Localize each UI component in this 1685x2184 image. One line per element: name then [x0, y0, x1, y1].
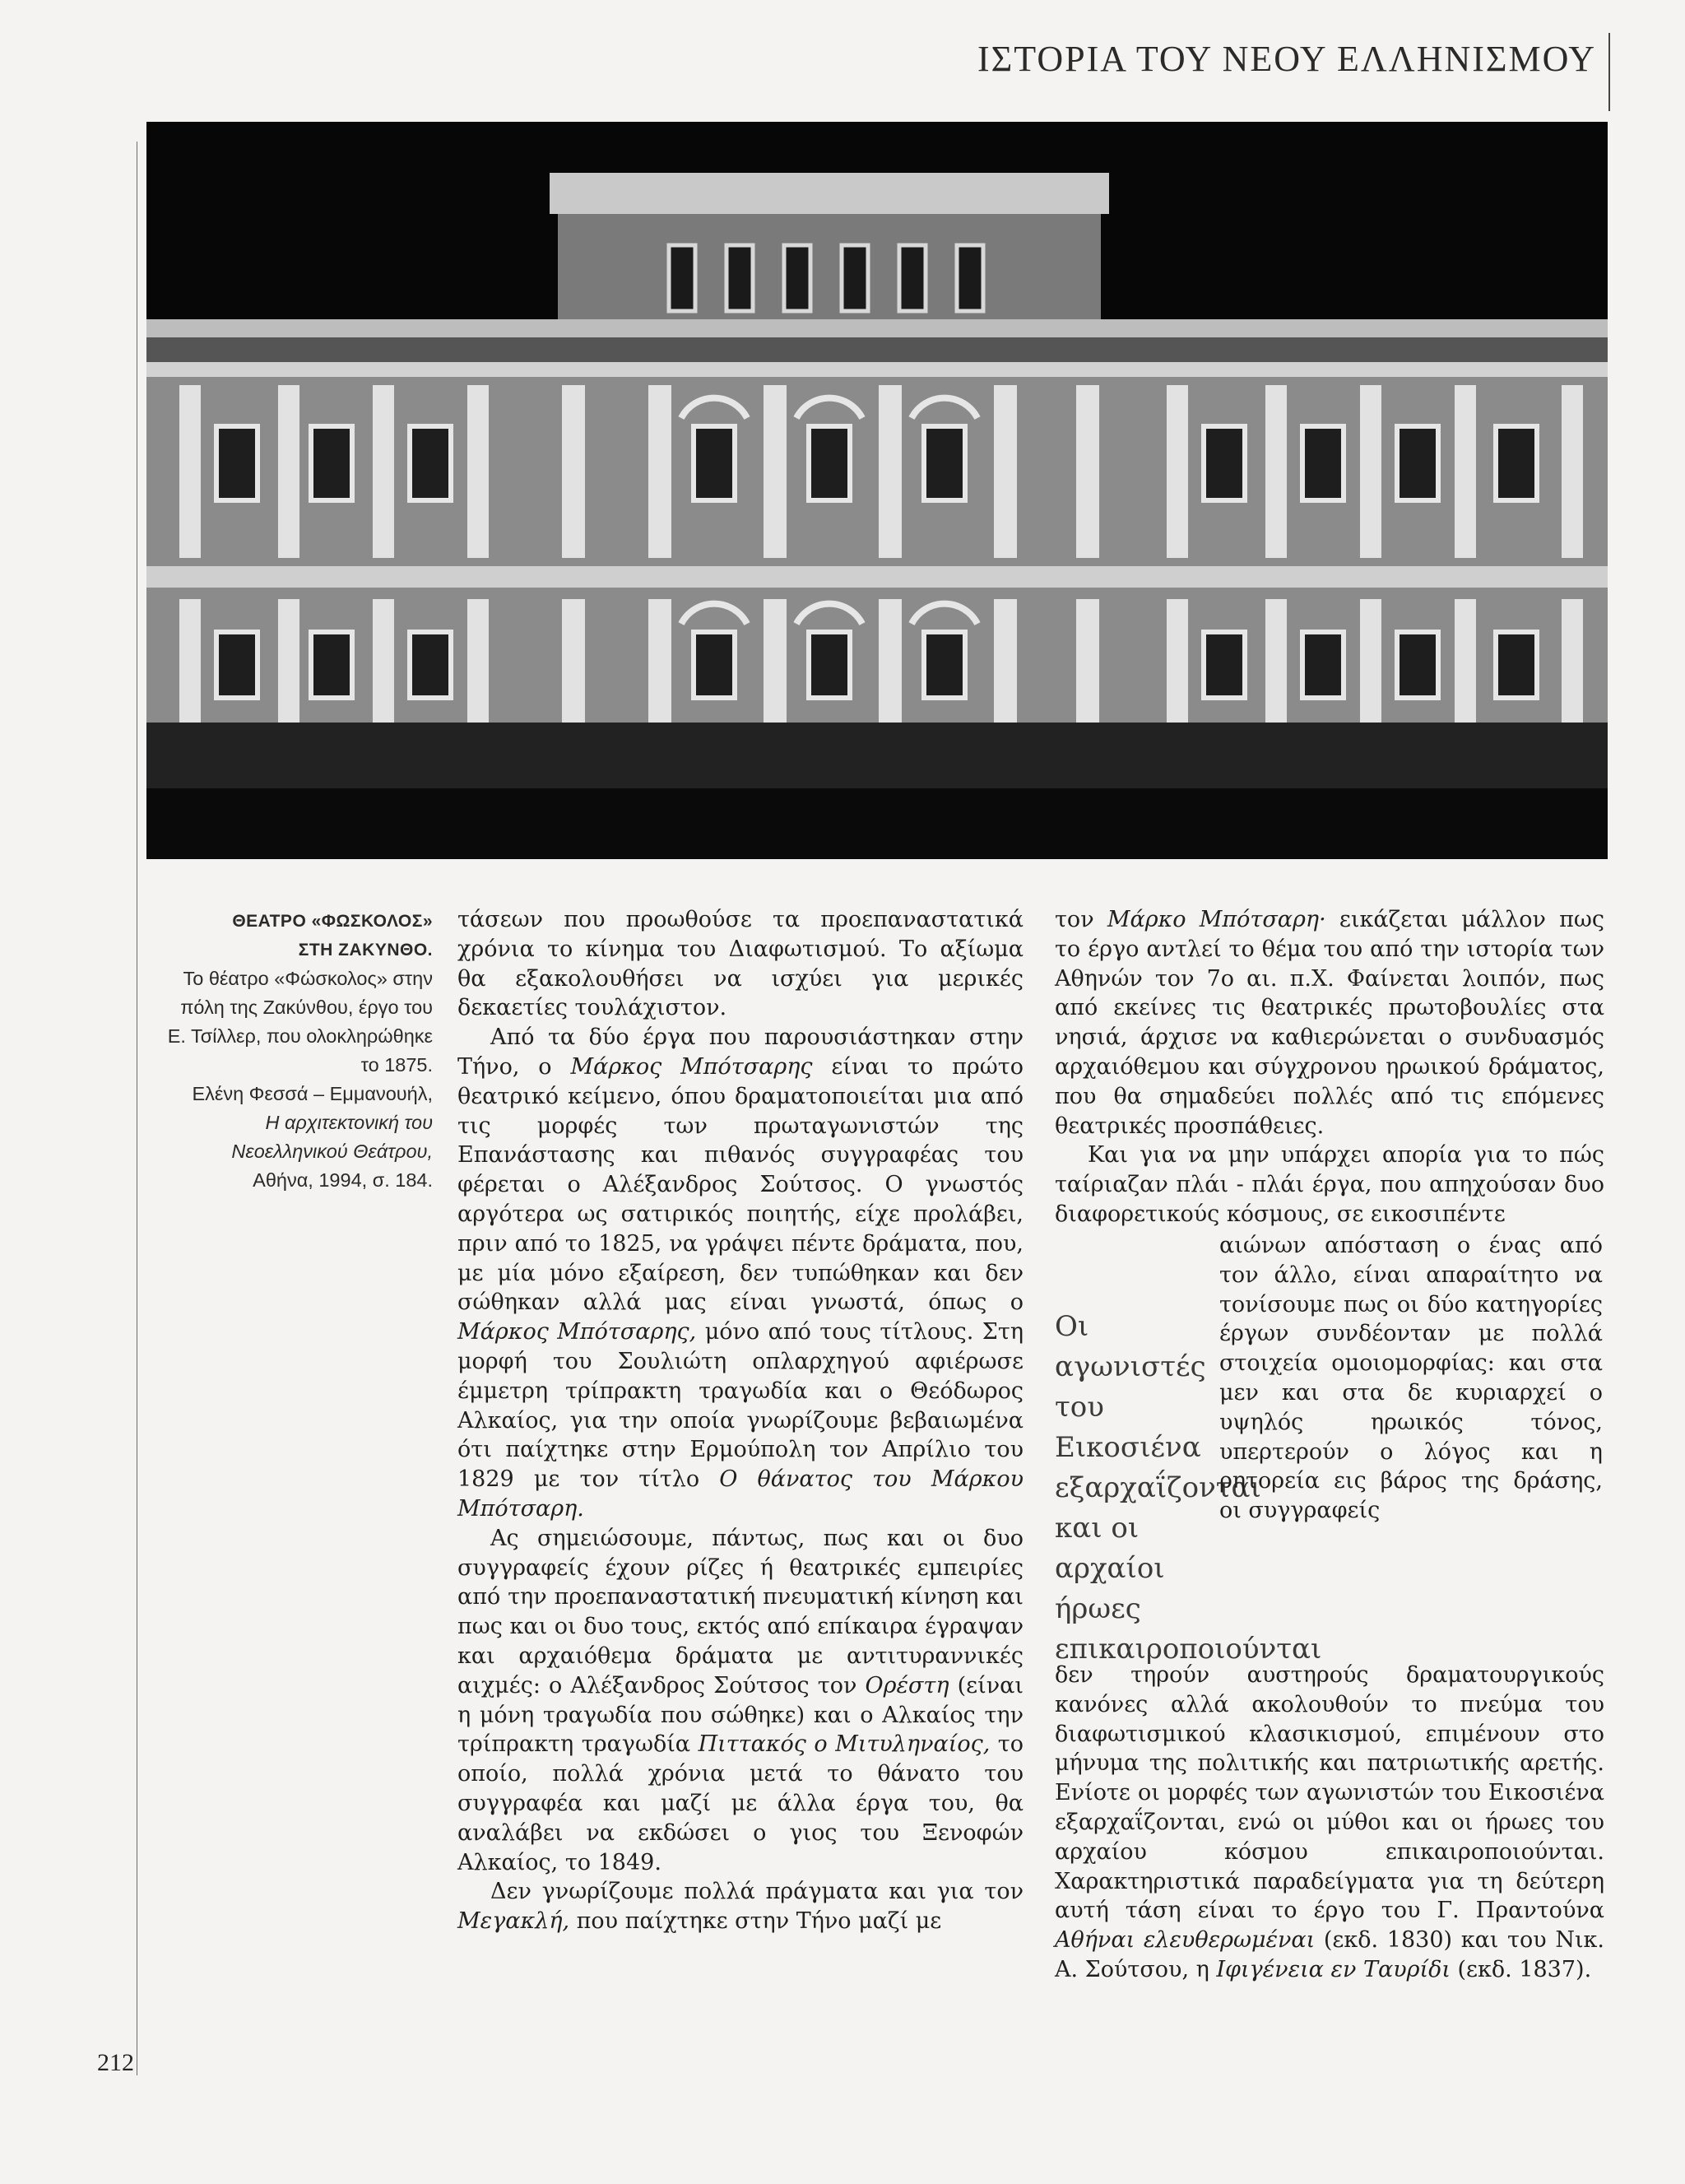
text-run: το οποίο, πολλά χρόνια μετά το θάνατο του συγγραφέα και μαζί με άλλα έργα του, θα αναλάβει να εκδώσει ο γιος του Ξενοφών Αλκαίος, το 1849. — [457, 1731, 1024, 1875]
theatre-photo — [146, 122, 1608, 859]
work-title: Μάρκος Μπότσαρης, — [457, 1319, 697, 1345]
work-title: Ο θάνατος του Μάρκου Μπότσαρη. — [457, 1466, 1024, 1522]
paragraph — [457, 1023, 1024, 1524]
paragraph — [457, 1877, 1024, 1936]
theatre-building-icon — [146, 122, 1608, 859]
text-run: (εκδ. 1837). — [1450, 1956, 1592, 1982]
caption-source-title: Η αρχιτεκτονική του Νεοελληνικού Θεάτρου, — [231, 1112, 433, 1162]
paragraph — [1055, 1661, 1604, 1985]
middle-column — [457, 905, 1024, 1936]
caption-source-place: Αθήνα, 1994, σ. 184. — [253, 1169, 433, 1191]
right-column-top — [1055, 905, 1604, 1229]
work-title: Πιττακός ο Μιτυληναίος, — [698, 1731, 991, 1758]
running-title: ΙΣΤΟΡΙΑ ΤΟΥ ΝΕΟΥ ΕΛΛΗΝΙΣΜΟΥ — [977, 39, 1596, 79]
photo-caption — [165, 907, 433, 1195]
work-title: Μάρκο Μπότσαρη· — [1107, 907, 1326, 932]
paragraph: τάσεων που προωθούσε τα προεπαναστατικά χρόνια το κίνημα του Διαφωτισμού. Το αξίωμα θα εξακολουθήσει να ισχύει για μερικές δεκαετίες τουλάχιστον. — [457, 907, 1024, 1021]
right-column-wrap — [1219, 1231, 1603, 1526]
page-number: 212 — [97, 2049, 134, 2076]
work-title: Ιφιγένεια εν Ταυρίδι — [1216, 1956, 1451, 1982]
work-title: Αθήναι ελευθερωμέναι — [1055, 1927, 1316, 1954]
text-run: Από τα δύο έργα που παρουσιάστηκαν στην Τήνο, ο — [457, 1025, 1024, 1080]
text-run: δεν τηρούν αυστηρούς δραματουργικούς κανόνες αλλά ακολουθούν το πνεύμα του διαφωτισμικού κλασικισμού, επιμένουν στο μήνυμα της πολιτικής και πατριωτικής αρετής. Ενίοτε οι μορφές των αγωνιστών του Εικοσιένα εξαρχαΐζονται, ενώ οι μύθοι και οι ήρωες του αρχαίου κόσμου επικαιροποιούνται. Χαρακτηριστικά παραδείγματα για τη δεύτερη αυτή τάση είναι το έργο του Γ. Πραντούνα — [1055, 1662, 1604, 1924]
caption-source-author: Ελένη Φεσσά – Εμμανουήλ, — [192, 1083, 433, 1104]
text-run: μόνο από τους τίτλους. Στη μορφή του Σουλιώτη οπλαρχηγού αφιέρωσε έμμετρη τρίπρακτη τραγωδία και ο Θεόδωρος Αλκαίος, για την οποία γνωρίζουμε βεβαιωμένα ότι παίχτηκε στην Ερμούπολη τον Απρίλιο του 1829 με τον τίτλο — [457, 1319, 1024, 1493]
header-rule — [1608, 33, 1610, 111]
text-run: Δεν γνωρίζουμε πολλά πράγματα και για τον — [490, 1879, 1024, 1905]
text-run: (είναι η μόνη τραγωδία που σώθηκε) και ο Αλκαίος την τρίπρακτη τραγωδία — [457, 1672, 1024, 1758]
work-title: Μάρκος Μπότσαρης — [570, 1053, 813, 1080]
right-column-bottom — [1055, 1661, 1604, 1985]
work-title: Μεγακλή, — [457, 1908, 570, 1935]
text-run: (εκδ. 1830) και του Νικ. Α. Σούτσου, η — [1055, 1927, 1604, 1982]
text-run: τον — [1055, 907, 1107, 932]
pull-quote: Οι αγωνιστές του Εικοσιένα εξαρχαΐζονται και οι αρχαίοι ήρωες επικαιροποιούνται — [1055, 1310, 1322, 1666]
paragraph: αιώνων απόσταση ο ένας από τον άλλο, είναι απαραίτητο να τονίσουμε πως οι δύο κατηγορίες έργων συνδέονταν με πολλά στοιχεία ομοιομορφίας: και στα μεν και στα δε κυριαρχεί ο υψηλός ηρωικός τόνος, υπερτερούν ο λόγος και η ρητορεία εις βάρος της δράσης, οι συγγραφείς — [1219, 1233, 1603, 1524]
caption-title-1: ΘΕΑΤΡΟ «ΦΩΣΚΟΛΟΣ» — [232, 912, 433, 931]
text-run: Ας σημειώσουμε, πάντως, πως και οι δυο συγγραφείς έχουν ρίζες ή θεατρικές εμπειρίες από την προεπαναστατική πνευματική κίνηση και πως και οι δυο τους, εκτός από επίκαιρα έγραψαν και αρχαιόθεμα δράματα με αντιτυραννικές αιχμές: ο Αλέξανδρος Σούτσος τον — [457, 1525, 1024, 1698]
caption-title-2: ΣΤΗ ΖΑΚΥΝΘΟ. — [298, 941, 433, 960]
text-run: εικάζεται μάλλον πως το έργο αντλεί το θέμα του από την ιστορία των Αθηνών τον 7ο αι. π.Χ. Φαίνεται λοιπόν, πως από εκείνες τις θεατρικές πρωτοβουλίες στα νησιά, άρχισε να καθιερώνεται ο συνδυασμός αρχαιόθεμου και σύγχρονου ηρωικού δράματος, που θα σημαδεύει πολλές από τις επόμενες θεατρικές προσπάθειες. — [1055, 907, 1604, 1139]
paragraph — [457, 1524, 1024, 1878]
work-title: Ορέστη — [865, 1672, 949, 1698]
text-run: είναι το πρώτο θεατρικό κείμενο, όπου δραματοποιείται μια από τις μορφές των πρωταγωνιστών της Επανάστασης και πιθανός συγγραφέας του φέρεται ο Αλέξανδρος Σούτσος. Ο γνωστός αργότερα ως σατιρικός ποιητής, είχε προλάβει, πριν από το 1825, να γράψει πέντε δράματα, που, με μία μόνο εξαίρεση, δεν τυπώθηκαν και δεν σώθηκαν αλλά μας είναι γνωστά, όπως ο — [457, 1053, 1024, 1316]
paragraph — [1055, 905, 1604, 1141]
paragraph: Και για να μην υπάρχει απορία για το πώς ταίριαζαν πλάι - πλάι έργα, που απηχούσαν δυο διαφορετικούς κόσμους, σε εικοσιπέντε — [1055, 1142, 1604, 1227]
text-run: που παίχτηκε στην Τήνο μαζί με — [569, 1908, 942, 1935]
caption-body: Το θέατρο «Φώσκολος» στην πόλη της Ζακύνθου, έργο του Ε. Τσίλλερ, που ολοκληρώθηκε το 1875. — [167, 968, 433, 1076]
